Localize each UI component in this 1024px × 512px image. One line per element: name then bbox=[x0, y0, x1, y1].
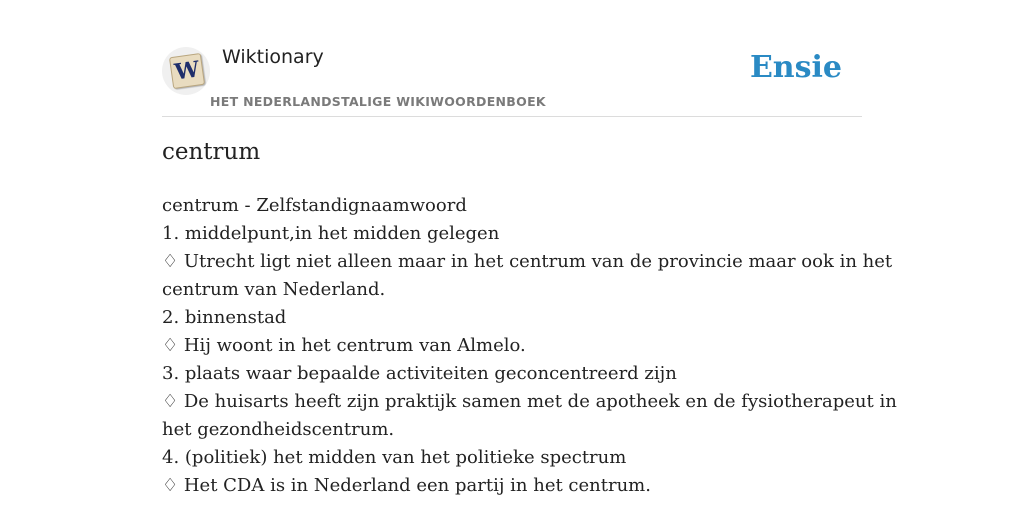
definition-line-sense-1: 1. middelpunt,in het midden gelegen bbox=[162, 223, 500, 244]
definition-line-word-class: centrum - Zelfstandignaamwoord bbox=[162, 195, 467, 216]
wiktionary-logo[interactable] bbox=[162, 47, 210, 95]
definition-line-sense-4: 4. (politiek) het midden van het politieke spectrum bbox=[162, 447, 627, 468]
definition-line-example-1: ♢ Utrecht ligt niet alleen maar in het centrum van de provincie maar ook in het bbox=[162, 251, 893, 272]
entry-definition bbox=[162, 192, 897, 500]
definition-line-example-1-cont: centrum van Nederland. bbox=[162, 279, 386, 300]
definition-line-sense-3: 3. plaats waar bepaalde activiteiten geconcentreerd zijn bbox=[162, 363, 677, 384]
definition-line-example-3: ♢ De huisarts heeft zijn praktijk samen met de apotheek en de fysiotherapeut in bbox=[162, 391, 897, 412]
entry-headword: centrum bbox=[162, 139, 261, 165]
site-tagline: HET NEDERLANDSTALIGE WIKIWOORDENBOEK bbox=[210, 94, 546, 109]
page bbox=[162, 0, 897, 496]
definition-line-example-4: ♢ Het CDA is in Nederland een partij in het centrum. bbox=[162, 475, 651, 496]
header bbox=[162, 0, 862, 117]
definition-line-example-2: ♢ Hij woont in het centrum van Almelo. bbox=[162, 335, 526, 356]
definition-line-sense-2: 2. binnenstad bbox=[162, 307, 287, 328]
ensie-brand[interactable]: Ensie bbox=[749, 50, 842, 85]
definition-line-example-3-cont: het gezondheidscentrum. bbox=[162, 419, 395, 440]
logo-tile-icon: W bbox=[169, 53, 205, 89]
site-name[interactable]: Wiktionary bbox=[222, 46, 324, 68]
